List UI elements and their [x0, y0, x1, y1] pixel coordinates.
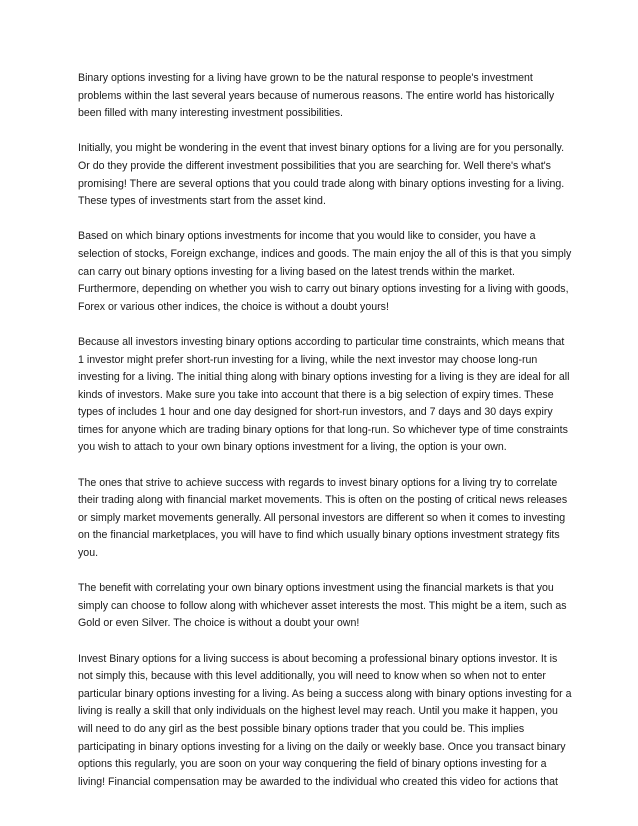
paragraph-2: Initially, you might be wondering in the event that invest binary options for a living are for you personally. Or do they provide the different investment possibilities that you are searching for. Well there's what's promising! There are several options that you could trade along with binary options investing for a living. These types of investments start from the asset kind.	[78, 142, 565, 208]
document-page	[78, 70, 572, 809]
paragraph-4: Because all investors investing binary options according to particular time constraints, which means that 1 investor might prefer short-run investing for a living, while the next investor may choose long-run investing for a living. The initial thing along with binary options investing for a living is they are ideal for all kinds of investors. Make sure you take into account that there is a big selection of expiry times. These types of includes 1 hour and one day designed for short-run investors, and 7 days and 30 days expiry times for anyone which are trading binary options for that long-run. So whichever type of time constraints you wish to attach to your own binary options investment for a living, the option is your own.	[78, 335, 570, 454]
paragraph-7: Invest Binary options for a living success is about becoming a professional binary options investor. It is not simply this, because with this level additionally, you will need to know when so when not to enter particular binary options investing for a living. As being a success along with binary options investing for a living is really a skill that only individuals on the highest level may reach. Until you make it happen, you will need to do any girl as the best possible binary options trader that you could be. This implies participating in binary options investing for a living on the daily or weekly base. Once you transact binary options this regularly, you are soon on your way conquering the field of binary options investing for a living! Financial compensation may be awarded to the individual who created this video for actions that	[78, 652, 572, 788]
paragraph-3: Based on which binary options investments for income that you would like to consider, you have a selection of stocks, Foreign exchange, indices and goods. The main enjoy the all of this is that you simply can carry out binary options investing for a living based on the latest trends within the market. Furthermore, depending on whether you wish to carry out binary options investing for a living with goods, Forex or various other indices, the choice is without a doubt yours!	[78, 230, 572, 313]
paragraph-1: Binary options investing for a living have grown to be the natural response to people's investment problems within the last several years because of numerous reasons. The entire world has historically been filled with many interesting investment possibilities.	[78, 72, 555, 120]
paragraph-6: The benefit with correlating your own binary options investment using the financial markets is that you simply can choose to follow along with whichever asset interests the most. This might be a item, such as Gold or even Silver. The choice is without a doubt your own!	[78, 582, 567, 630]
paragraph-5: The ones that strive to achieve success with regards to invest binary options for a living try to correlate their trading along with financial market movements. This is often on the posting of critical news releases or simply market movements generally. All personal investors are different so when it comes to investing on the financial marketplaces, you will have to find which usually binary options investment strategy fits you.	[78, 476, 568, 560]
